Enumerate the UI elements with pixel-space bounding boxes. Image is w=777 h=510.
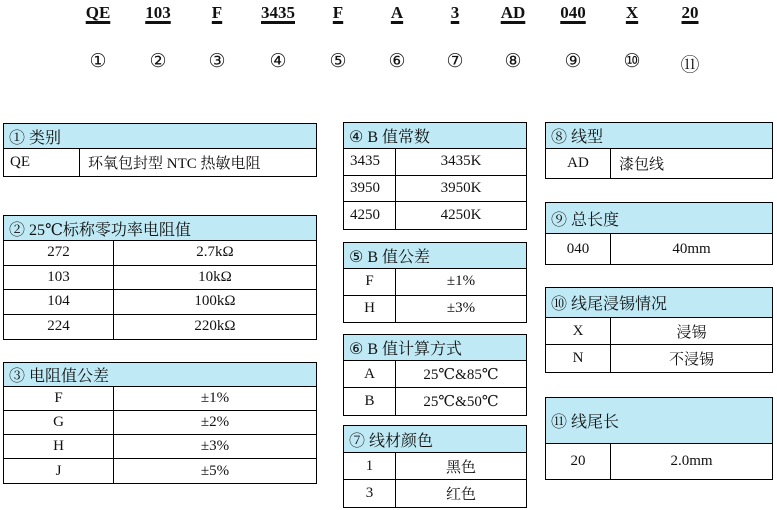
table-row <box>4 435 316 459</box>
code-segment: F <box>332 3 344 22</box>
table-row <box>344 480 526 507</box>
segment-number: ⑤ <box>329 51 347 72</box>
spec-table-2 <box>3 215 317 340</box>
code-segment: QE <box>85 3 111 22</box>
table-row <box>546 234 772 264</box>
table-header: ⑦ 线材颜色 <box>344 426 526 453</box>
table-row <box>4 315 316 340</box>
spec-table-8 <box>545 122 773 179</box>
table-row <box>344 202 526 229</box>
spec-table-5 <box>343 242 527 323</box>
table-row <box>344 176 526 203</box>
code-cell: QE <box>4 149 80 176</box>
description-cell: ±5% <box>200 462 230 479</box>
code-cell: 224 <box>4 315 114 340</box>
table-row <box>344 453 526 480</box>
segment-number: ⑧ <box>504 51 522 72</box>
description-cell: 4250K <box>440 207 482 224</box>
description-cell: 10kΩ <box>198 268 232 285</box>
code-cell: H <box>344 296 396 323</box>
description-cell: ±1% <box>446 273 476 290</box>
code-segment: 103 <box>145 3 171 22</box>
segment-number: ④ <box>269 51 287 72</box>
code-cell: 3950 <box>344 176 396 202</box>
description-cell: ±1% <box>200 390 230 406</box>
table-row <box>344 361 526 388</box>
description-cell: ±3% <box>446 300 476 317</box>
description-cell: ±3% <box>200 438 230 454</box>
code-cell: X <box>546 318 611 344</box>
spec-table-11 <box>545 397 773 480</box>
code-cell: 20 <box>546 444 611 479</box>
code-cell: J <box>4 459 114 483</box>
table-row <box>546 444 772 479</box>
segment-number: ⑩ <box>623 51 641 72</box>
description-cell: 红色 <box>445 487 476 503</box>
code-cell: 3435 <box>344 149 396 175</box>
table-header: ① 类别 <box>4 124 316 149</box>
code-segment: AD <box>500 3 526 22</box>
description-cell: 3950K <box>440 180 482 197</box>
table-header: ⑪ 线尾长 <box>546 398 772 444</box>
description-cell: 浸锡 <box>676 324 707 341</box>
description-cell: 黑色 <box>445 459 476 476</box>
code-cell: 103 <box>4 266 114 290</box>
code-cell: 1 <box>344 453 396 479</box>
code-segment: 3435 <box>261 3 295 22</box>
table-header: ② 25℃标称零功率电阻值 <box>4 216 316 241</box>
segment-number: ⑨ <box>564 51 582 72</box>
description-cell: 不浸锡 <box>668 352 714 368</box>
description-cell: 2.0mm <box>670 453 713 469</box>
description-cell: 40mm <box>672 240 711 257</box>
segment-number: ② <box>149 51 167 72</box>
table-row <box>4 411 316 435</box>
code-cell: AD <box>546 149 611 178</box>
code-cell: B <box>344 388 396 415</box>
table-row <box>344 149 526 176</box>
table-row <box>4 387 316 411</box>
code-cell: 040 <box>546 234 611 264</box>
table-row <box>546 318 772 345</box>
table-header: ⑤ B 值公差 <box>344 243 526 269</box>
code-cell: F <box>4 387 114 410</box>
code-segment: A <box>390 3 404 22</box>
table-row <box>546 345 772 372</box>
spec-table-1 <box>3 123 317 177</box>
code-segment: 3 <box>450 3 460 22</box>
description-cell: 100kΩ <box>194 293 236 310</box>
description-cell: 漆包线 <box>619 157 665 173</box>
spec-table-4 <box>343 122 527 230</box>
segment-number: ⑦ <box>446 51 464 72</box>
table-row <box>344 269 526 296</box>
table-row <box>4 266 316 291</box>
description-cell: 3435K <box>440 153 482 170</box>
table-row <box>344 296 526 323</box>
description-cell: 环氧包封型 NTC 热敏电阻 <box>88 156 261 172</box>
description-cell: 25℃&85℃ <box>423 366 499 383</box>
code-cell: 104 <box>4 290 114 314</box>
table-header: ⑩ 线尾浸锡情况 <box>546 288 772 318</box>
spec-table-9 <box>545 202 773 265</box>
table-header: ④ B 值常数 <box>344 123 526 149</box>
code-cell: 3 <box>344 480 396 507</box>
table-row <box>4 290 316 315</box>
code-cell: N <box>546 345 611 372</box>
table-row <box>546 149 772 178</box>
spec-table-6 <box>343 334 527 416</box>
code-segment: F <box>211 3 223 22</box>
table-row <box>4 459 316 483</box>
segment-number: ⑪ <box>680 55 700 76</box>
spec-table-10 <box>545 287 773 373</box>
segment-number: ① <box>89 51 107 72</box>
code-cell: 4250 <box>344 202 396 229</box>
description-cell: 2.7kΩ <box>196 244 234 261</box>
table-row <box>4 241 316 266</box>
code-cell: G <box>4 411 114 434</box>
code-segment: 040 <box>560 3 586 22</box>
description-cell: ±2% <box>200 414 230 430</box>
code-cell: F <box>344 269 396 295</box>
code-cell: H <box>4 435 114 458</box>
code-cell: A <box>344 361 396 387</box>
spec-table-7 <box>343 425 527 508</box>
code-cell: 272 <box>4 241 114 265</box>
description-cell: 220kΩ <box>194 318 236 335</box>
spec-table-3 <box>3 362 317 484</box>
segment-number: ③ <box>208 51 226 72</box>
table-header: ⑥ B 值计算方式 <box>344 335 526 361</box>
segment-number: ⑥ <box>388 51 406 72</box>
table-row <box>344 388 526 415</box>
code-segment: 20 <box>681 3 699 22</box>
code-segment: X <box>625 3 639 22</box>
table-header: ③ 电阻值公差 <box>4 363 316 387</box>
description-cell: 25℃&50℃ <box>423 394 499 410</box>
table-header: ⑨ 总长度 <box>546 203 772 234</box>
table-header: ⑧ 线型 <box>546 123 772 149</box>
table-row <box>4 149 316 176</box>
